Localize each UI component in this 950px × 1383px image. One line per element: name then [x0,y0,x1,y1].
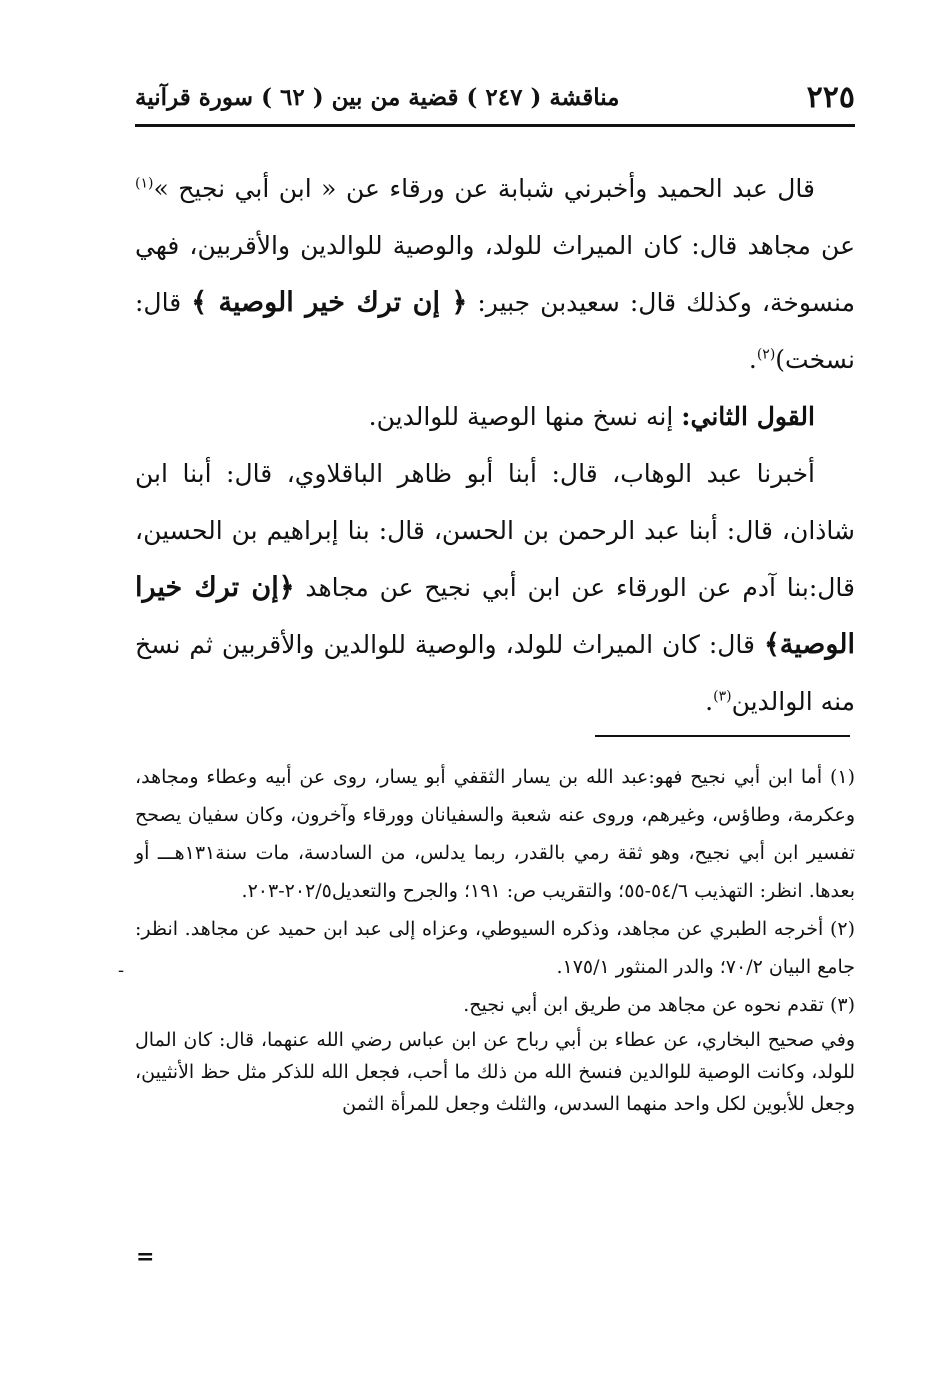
footnote-3-first-line: (٣) تقدم نحوه عن مجاهد من طريق ابن أبي نجيح. [463,994,855,1016]
quran-quote-1: ﴿ إن ترك خير الوصية ﴾ [191,287,468,318]
paragraph-3-text-c: . [705,687,714,716]
footnote-ref-2: (٢) [756,346,776,363]
footnotes [135,758,855,1120]
footnote-2: (٢) أخرجه الطبري عن مجاهد، وذكره السيوطي، وعزاه إلى عبد ابن حميد عن مجاهد. انظر: جامع البيان ٧٠/٢؛ والدر المنثور ١٧٥/١. [135,918,855,978]
footnote-1: (١) أما ابن أبي نجيح فهو:عبد الله بن يسار الثقفي أبو يسار، روى عن أبيه وعطاء ومجاهد، وعكرمة، وطاؤس، وغيرهم، وروى عنه شعبة والسفيانان وورقاء وآخرون، وكان سفيان يصحح تفسير ابن أبي نجيح، وهو ثقة رمي بالقدر، ربما يدلس، من السادسة، مات سنة١٣١هـــ أو بعدها. انظر: التهذيب ٥٤/٦-٥٥؛ والتقريب ص: ١٩١؛ والجرح والتعديل٢٠٢/٥-٢٠٣. [135,766,855,902]
paragraph-3-text-b: قال: كان الميراث للولد، والوصية للوالدين والأقربين ثم نسخ منه الوالدين [135,630,855,716]
page-number: ٢٢٥ [806,80,855,115]
footnote-ref-3: (٣) [713,688,732,705]
paragraph-2 [135,388,855,445]
footnote-3-continued: وفي صحيح البخاري، عن عطاء بن أبي رباح عن ابن عباس رضي الله عنهما، قال: كان المال للولد، وكانت الوصية للوالدين فنسخ الله من ذلك ما أحب، فجعل الله للذكر مثل حظ الأنثيين، وجعل للأبوين لكل واحد منهما السدس، والثلث وجعل للمرأة الثمن [135,1029,855,1115]
paragraph-2-text: إنه نسخ منها الوصية للوالدين. [368,402,682,431]
section-heading: القول الثاني: [681,402,815,431]
footnote-ref-1: (١) [135,175,154,192]
paragraph-1-text-a: قال عبد الحميد وأخبرني شبابة عن ورقاء عن « ابن أبي نجيح » [153,174,815,203]
running-title: مناقشة ( ٢٤٧ ) قضية من بين ( ٦٢ ) سورة قرآنية [135,84,620,111]
paragraph-1 [135,160,855,388]
quran-quote-2: ﴿إن ترك خيرا الوصية﴾ [135,572,855,660]
margin-dash: - [118,960,125,981]
paragraph-1-text-c: قال: نسخت) [135,288,855,374]
page-header [135,78,855,120]
paragraph-1-text-b: عن مجاهد قال: كان الميراث للولد، والوصية للوالدين والأقربين، فهي منسوخة، وكذلك قال: سعيدبن جبير: [135,231,855,317]
paragraph-1-text-d: . [748,345,757,374]
paragraph-3 [135,445,855,730]
footnote-rule [595,735,850,737]
continuation-mark: = [136,1244,155,1270]
main-text [135,160,855,730]
header-rule [135,124,855,127]
paragraph-3-text-a: أخبرنا عبد الوهاب، قال: أبنا أبو ظاهر الباقلاوي، قال: أبنا ابن شاذان، قال: أبنا عبد الرحمن بن الحسن، قال: بنا إبراهيم بن الحسين، قال:بنا آدم عن الورقاء عن ابن أبي نجيح عن مجاهد [135,459,855,602]
